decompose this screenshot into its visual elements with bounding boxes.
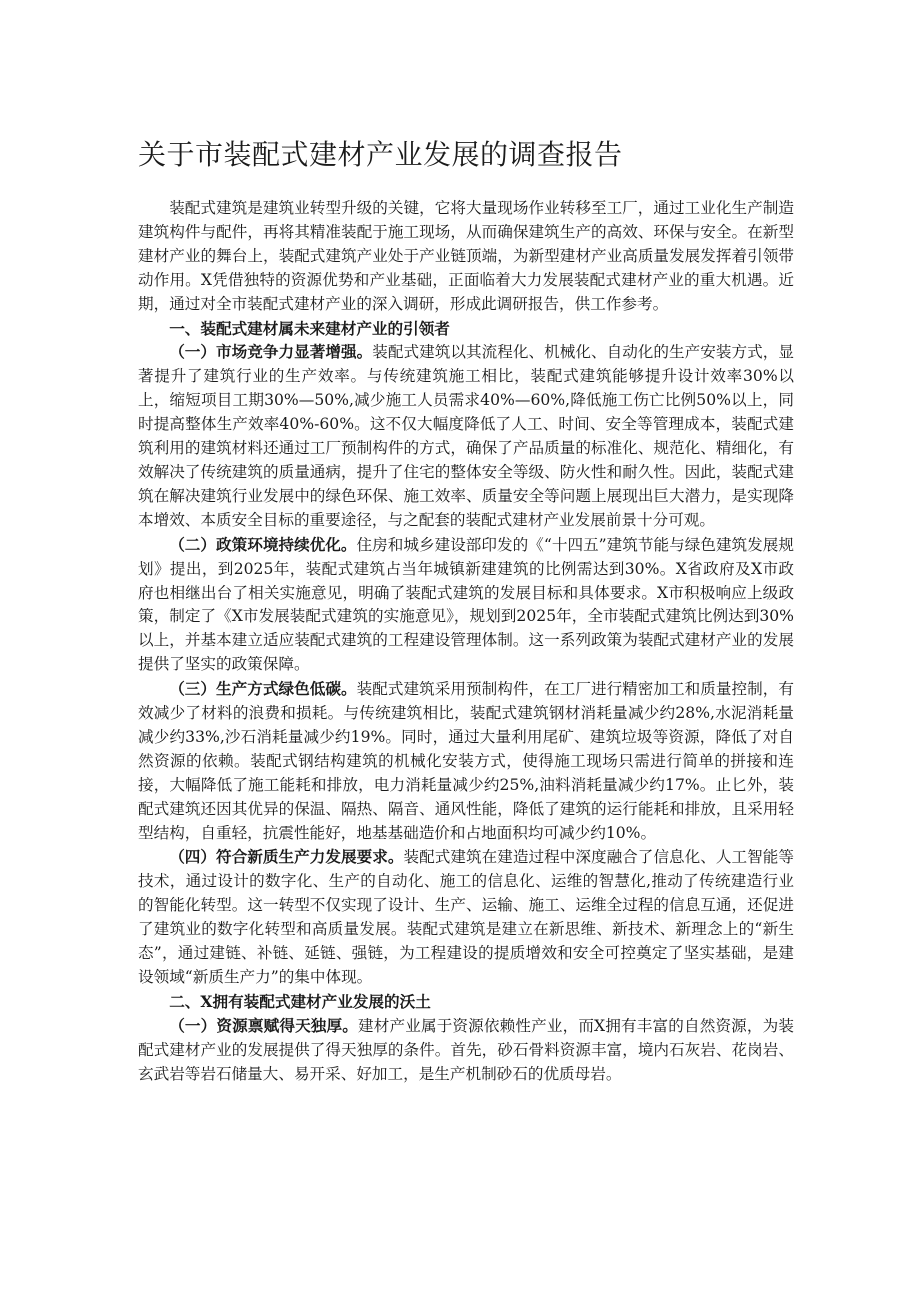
paragraph-resource-endowment: [138, 1014, 794, 1087]
paragraph-lead: （一）资源禀赋得天独厚。: [169, 1015, 359, 1035]
intro-paragraph: 装配式建筑是建筑业转型升级的关键，它将大量现场作业转移至工厂，通过工业化生产制造建筑构件与配件，再将其精准装配于施工现场，从而确保建筑生产的高效、环保与安全。在新型建材产业的舞台上，装配式建筑产业处于产业链顶端，为新型建材产业高质量发展发挥着引领带动作用。X凭借独特的资源优势和产业基础，正面临着大力发展装配式建材产业的重大机遇。近期，通过对全市装配式建材产业的深入调研，形成此调研报告，供工作参考。: [138, 199, 794, 313]
section-heading-2: 二、X拥有装配式建材产业发展的沃土: [169, 991, 431, 1011]
paragraph-lead: （四）符合新质生产力发展要求。: [169, 847, 404, 867]
paragraph-body: 装配式建筑采用预制构件，在工厂进行精密加工和质量控制，有效减少了材料的浪费和损耗。与传统建筑相比，装配式建筑钢材消耗量减少约28%,水泥消耗量减少约33%,沙石消耗量减少约19%。同时，通过大量利用尾矿、建筑垃圾等资源，降低了对自然资源的依赖。装配式钢结构建筑的机械化安装方式，使得施工现场只需进行简单的拼接和连接，大幅降低了施工能耗和排放，电力消耗量减少约25%,油料消耗量减少约17%。止匕外，装配式建筑还因其优异的保温、隔热、隔音、通风性能，降低了建筑的运行能耗和排放，且采用轻型结构，自重轻，抗震性能好，地基基础造价和占地面积均可减少约10%。: [138, 680, 794, 842]
paragraph-body: 装配式建筑以其流程化、机械化、自动化的生产安装方式，显著提升了建筑行业的生产效率。与传统建筑施工相比，装配式建筑能够提升设计效率30%以上，缩短项目工期30%—50%,减少施工人员需求40%—60%,降低施工伤亡比例50%以上，同时提高整体生产效率40%-60%。这不仅大幅度降低了人工、时间、安全等管理成本，装配式建筑利用的建筑材料还通过工厂预制构件的方式，确保了产品质量的标准化、规范化、精细化，有效解决了传统建筑的质量通病，提升了住宅的整体安全等级、防火性和耐久性。因此，装配式建筑在解决建筑行业发展中的绿色环保、施工效率、质量安全等问题上展现出巨大潜力，是实现降本增效、本质安全目标的重要途径，与之配套的装配式建材产业发展前景十分可观。: [138, 343, 794, 529]
page-title: 关于市装配式建材产业发展的调查报告: [138, 138, 623, 171]
paragraph-green-production: [138, 677, 794, 845]
paragraph-body: 住房和城乡建设部印发的《“十四五”建筑节能与绿色建筑发展规划》提出，到2025年，装配式建筑占当年城镇新建建筑的比例需达到30%。X省政府及X市政府也相继出台了相关实施意见，明确了装配式建筑的发展目标和具体要求。X市积极响应上级政策，制定了《X市发展装配式建筑的实施意见》，规划到2025年，全市装配式建筑比例达到30%以上，并基本建立适应装配式建筑的工程建设管理体制。这一系列政策为装配式建材产业的发展提供了坚实的政策保障。: [138, 535, 794, 674]
paragraph-new-productivity: [138, 845, 794, 989]
paragraph-market-competitiveness: [138, 340, 794, 532]
paragraph-lead: （三）生产方式绿色低碳。: [169, 679, 357, 699]
paragraph-lead: （二）政策环境持续优化。: [169, 534, 357, 554]
paragraph-body: 装配式建筑在建造过程中深度融合了信息化、人工智能等技术，通过设计的数字化、生产的自动化、施工的信息化、运维的智慧化,推动了传统建造行业的智能化转型。这一转型不仅实现了设计、生产、运输、施工、运维全过程的信息互通，还促进了建筑业的数字化转型和高质量发展。装配式建筑是建立在新思维、新技术、新理念上的“新生态”，通过建链、补链、延链、强链，为工程建设的提质增效和安全可控奠定了坚实基础，是建设领域“新质生产力”的集中体现。: [138, 848, 794, 986]
paragraph-policy-environment: [138, 533, 794, 677]
paragraph-lead: （一）市场竞争力显著增强。: [169, 342, 373, 362]
paragraph-body: 建材产业属于资源依赖性产业，而X拥有丰富的自然资源，为装配式建材产业的发展提供了得天独厚的条件。首先，砂石骨料资源丰富，境内石灰岩、花岗岩、玄武岩等岩石储量大、易开采、好加工，是生产机制砂石的优质母岩。: [138, 1016, 794, 1083]
document-page: [138, 135, 794, 1087]
section-heading-1: 一、装配式建材属未来建材产业的引领者: [169, 318, 450, 338]
